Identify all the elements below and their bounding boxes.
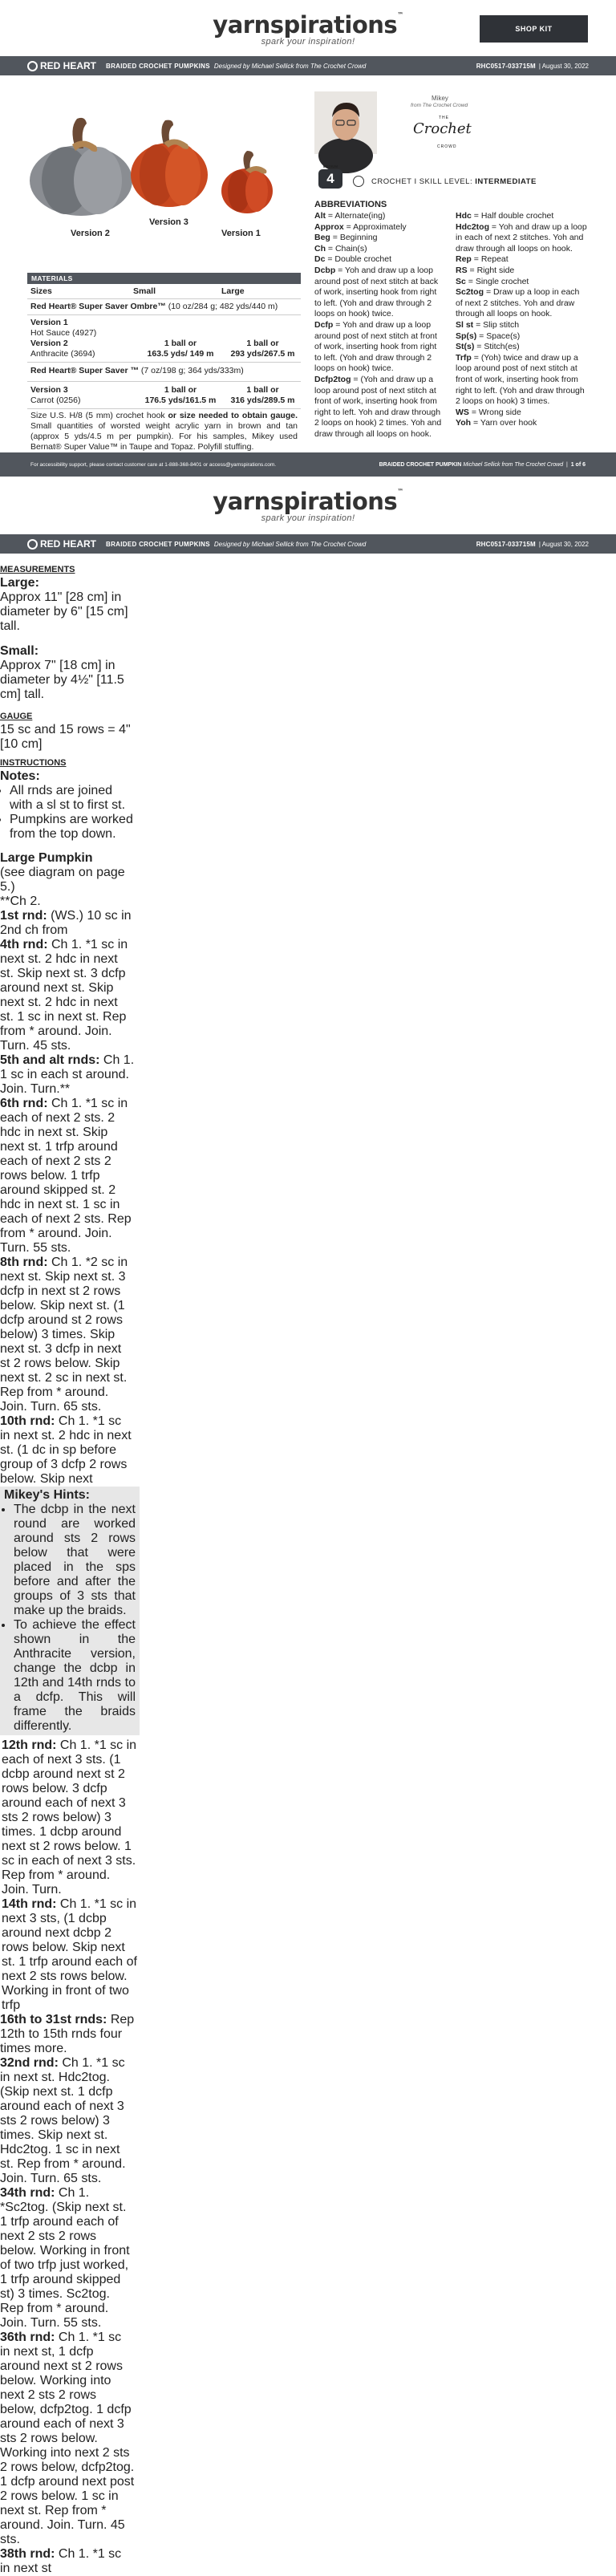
materials-header-row: Sizes Small Large [27,284,301,299]
column-4 [0,2013,135,2576]
page-header [0,0,616,56]
designer-credit: Designed by Michael Sellick from The Crochet Crowd [213,62,367,70]
ombre-yarn: Red Heart® Super Saver Ombre™ (10 oz/284 g; 482 yds/440 m) [27,299,301,315]
text-entry: Hdc2tog = Yoh and draw up a loop in each of next 2 stitches. Yoh and draw through all loops on hook. [456,221,587,254]
skill-level: CROCHET I SKILL LEVEL: INTERMEDIATE [371,177,537,186]
page-2 [0,477,616,2575]
abbreviations-left [314,211,445,440]
designer-name: Mikey [432,95,448,102]
abbreviations-heading: ABBREVIATIONS [314,200,387,209]
text-entry: Dcfp = Yoh and draw up a loop around post of next stitch at front of work, inserting hook from right to left. (Yoh and draw through 2 loops on hook) twice. [314,319,437,374]
text-entry: Beg = Beginning [314,233,378,243]
text-entry: Rep = Repeat [456,254,509,265]
text-entry: 36th rnd: Ch 1. *1 sc in next st, 1 dcfp around next st 2 rows below. Working into next 2 sts 2 rows below, dcfp2tog. 1 dcfp around each of next 3 sts 2 rows below. Working into next 2 sts 2 rows below, dcfp2tog. 1 dcfp around next post 2 rows below. 1 sc in next st. Rep from * around. Join. Turn. 45 sts. [0,2331,135,2546]
page-1 [0,0,616,477]
column-1: MEASUREMENTS Large: Approx 11" [28 cm] in diameter by 6" [15 cm] tall. Small: Approx 7" [18 cm] in diameter by 4½" [11.5 cm] tall. GAUGE 15 sc and 15 rows = 4" [10 cm] INSTRUCTIONS Notes: • All rnds are joined with a sl st to first st. • Pumpkins are worked from the top down. Large Pumpkin (see diagram on page 5.) **Ch 2. 1st rnd: (WS.) 10 sc in 2nd ch from [0,565,133,938]
text-entry: 38th rnd: Ch 1. *1 sc in next st [0,2547,122,2575]
text-entry: Hdc = Half double crochet [456,211,554,221]
yarnspirations-logo-2: yarnspirations™ [213,488,403,515]
instructions-heading: INSTRUCTIONS [0,758,67,768]
yarn-weight-icon: MEDIUM 4 [316,164,345,192]
column-3 [0,1487,140,2013]
text-entry: Approx = Approximately [314,221,407,232]
tagline-2: spark your inspiration! [261,513,355,523]
super-saver-yarn: Red Heart® Super Saver ™ (7 oz/198 g; 364 yds/333m) [27,363,301,382]
version-2-label: Version 2 [71,229,110,238]
version-3-row: Version 3 Carrot (0256) 1 ball or 176.5 yds/161.5 m 1 ball or 316 yds/289.5 m [27,382,301,409]
text-entry: Sl st = Slip stitch [456,319,520,330]
text-entry: 10th rnd: Ch 1. *1 sc in next st. 2 hdc in next st. (1 dc in sp before group of 3 dcfp 2 rows below. Skip next [0,1414,132,1486]
text-entry: 14th rnd: Ch 1. *1 sc in next 3 sts, (1 dcbp around next dcbp 2 rows below. Skip next st. 1 trfp around each of next 2 sts rows below. Working in front of two trfp [2,1897,137,2012]
shop-kit-button[interactable]: SHOP KIT [480,15,588,43]
text-entry: Sp(s) = Space(s) [456,331,521,341]
text-entry: 12th rnd: Ch 1. *1 sc in each of next 3 sts. (1 dcbp around next st 2 rows below. 3 dcfp around each of next 3 sts 2 rows below) 3 times. 1 dcbp around next st 2 rows below. 1 sc in each of next 3 sts. Rep from * around. Join. Turn. [2,1738,137,1897]
text-entry: Ch = Chain(s) [314,243,367,254]
version-3-label: Version 3 [149,217,188,227]
pattern-date: | August 30, 2022 [538,62,589,70]
footer-credit: BRAIDED CROCHET PUMPKIN Michael Sellick from The Crochet Crowd | 1 of 6 [379,461,586,468]
text-entry: WS = Wrong side [456,407,521,417]
materials-notes: Size U.S. H/8 (5 mm) crochet hook or size needed to obtain gauge. Small quantities of worsted weight acrylic yarn in brown and tan (approx 5 yds/4.5 m per pumpkin). For his samples, Mikey used Bernat® Super Value™ in Taupe and Topaz. Polyfill stuffing. [30,411,298,452]
text-entry: 6th rnd: Ch 1. *1 sc in each of next 2 sts. 2 hdc in next st. Skip next st. 1 trfp around each of next 2 sts 2 rows below. 1 trfp around skipped st. 2 hdc in next st. 1 sc in each of next 2 sts. Rep from * around. Join. Turn. 55 sts. [0,1097,132,1255]
version-1-label: Version 1 [221,229,261,238]
pattern-title-band [0,56,616,75]
crochet-crowd-logo: THE Crochet CROWD [413,116,472,149]
version-1-row: Version 1 Hot Sauce (4927) [30,318,97,338]
page-1-footer [0,452,616,477]
abbreviations-right [456,211,588,429]
notes-list: • All rnds are joined with a sl st to first st. • Pumpkins are worked from the top down. [10,784,133,842]
text-entry: 16th to 31st rnds: Rep 12th to 15th rnds four times more. [0,2013,135,2055]
text-entry: Sc = Single crochet [456,276,529,286]
pumpkins-photo [27,104,300,245]
text-entry: Trfp = (Yoh) twice and draw up a loop around post of next stitch at front of work, inserting hook from right to left. (Yoh and draw through 2 loops on hook) 3 times. [456,352,585,407]
materials-heading: MATERIALS [27,273,301,284]
tagline: spark your inspiration! [261,37,355,47]
text-entry: 8th rnd: Ch 1. *2 sc in next st. Skip next st. 3 dcfp in next st 2 rows below. Skip next st. (1 dcfp around st 2 rows below) 3 times. Skip next st. 3 dcfp in next st 2 rows below. Skip next st. 2 sc in next st. Rep from * around. Join. Turn. 65 sts. [0,1256,128,1414]
gauge-heading: GAUGE [0,712,33,721]
heart-icon [27,61,38,71]
heart-icon [27,539,38,550]
text-entry: 4th rnd: Ch 1. *1 sc in next st. 2 hdc in next st. Skip next st. 3 dcfp around next st. Skip next st. 2 hdc in next st. 1 sc in next st. Rep from * around. Join. Turn. 45 sts. [0,938,128,1053]
version-2-row: Version 2 Anthracite (3694) 1 ball or 163.5 yds/ 149 m 1 ball or 293 yds/267.5 m [27,339,301,363]
text-entry: Sc2tog = Draw up a loop in each of next 2 stitches. Yoh and draw through all loops on hook. [456,287,580,319]
materials-table [27,273,301,454]
column-2 [0,938,135,1487]
page-2-header [0,486,616,534]
text-entry: 32nd rnd: Ch 1. *1 sc in next st. Hdc2tog. (Skip next st. 1 dcfp around each of next 3 sts 2 rows below) 3 times. Skip next st. Hdc2tog. 1 sc in next st. Rep from * around. Join. Turn. 65 sts. [0,2056,126,2185]
designer-avatar [314,91,377,154]
pattern-title-band-2: RED HEART BRAIDED CROCHET PUMPKINS Designed by Michael Sellick from The Crochet Crowd RHC0517-033715M | August 30, 2022 [0,534,616,554]
text-entry: Yoh = Yarn over hook [456,418,537,428]
text-entry: 5th and alt rnds: Ch 1. 1 sc in each st around. Join. Turn.** [0,1053,135,1096]
pattern-title: BRAIDED CROCHET PUMPKINS [106,62,210,70]
crochet-hook-icon [353,176,364,187]
designer-from: from The Crochet Crowd [411,103,468,108]
mikeys-hints: Mikey's Hints: • The dcbp in the next round are worked around sts 2 rows below that were placed in the sps before and after the groups of 3 sts that make up the braids. • To achieve the effect shown in the Anthracite version, change the dcbp in 12th and 14th rnds to a dcfp. This will frame the braids differently. [0,1487,140,1735]
pattern-code: RHC0517-033715M [476,62,536,70]
text-entry: 34th rnd: Ch 1. *Sc2tog. (Skip next st. 1 trfp around each of next 2 sts 2 rows below. Working in front of two trfp just worked, 1 trfp around skipped st) 3 times. Sc2tog. Rep from * around. Join. Turn. 55 sts. [0,2186,130,2330]
text-entry: St(s) = Stitch(es) [456,342,520,352]
text-entry: Dc = Double crochet [314,254,392,265]
accessibility-note: For accessibility support, please contact customer care at 1-888-368-8401 or access@yarnspirations.com. [30,461,277,468]
text-entry: Dcbp = Yoh and draw up a loop around post of next stitch at back of work, inserting hook from right to left. (Yoh and draw through 2 loops on hook) twice. [314,265,439,319]
page-2-body [0,565,616,2575]
text-entry: Dcfp2tog = (Yoh and draw up a loop around post of next stitch at front of work, inserting hook from right to left. Yoh and draw through 2 loops on hook) 2 times. Yoh and draw through all loops on hook. [314,374,442,439]
yarnspirations-logo: yarnspirations™ [213,11,403,39]
text-entry: RS = Right side [456,265,515,275]
text-entry: Alt = Alternate(ing) [314,211,386,221]
measurements-heading: MEASUREMENTS [0,565,75,574]
red-heart-logo: RED HEART [27,60,96,71]
